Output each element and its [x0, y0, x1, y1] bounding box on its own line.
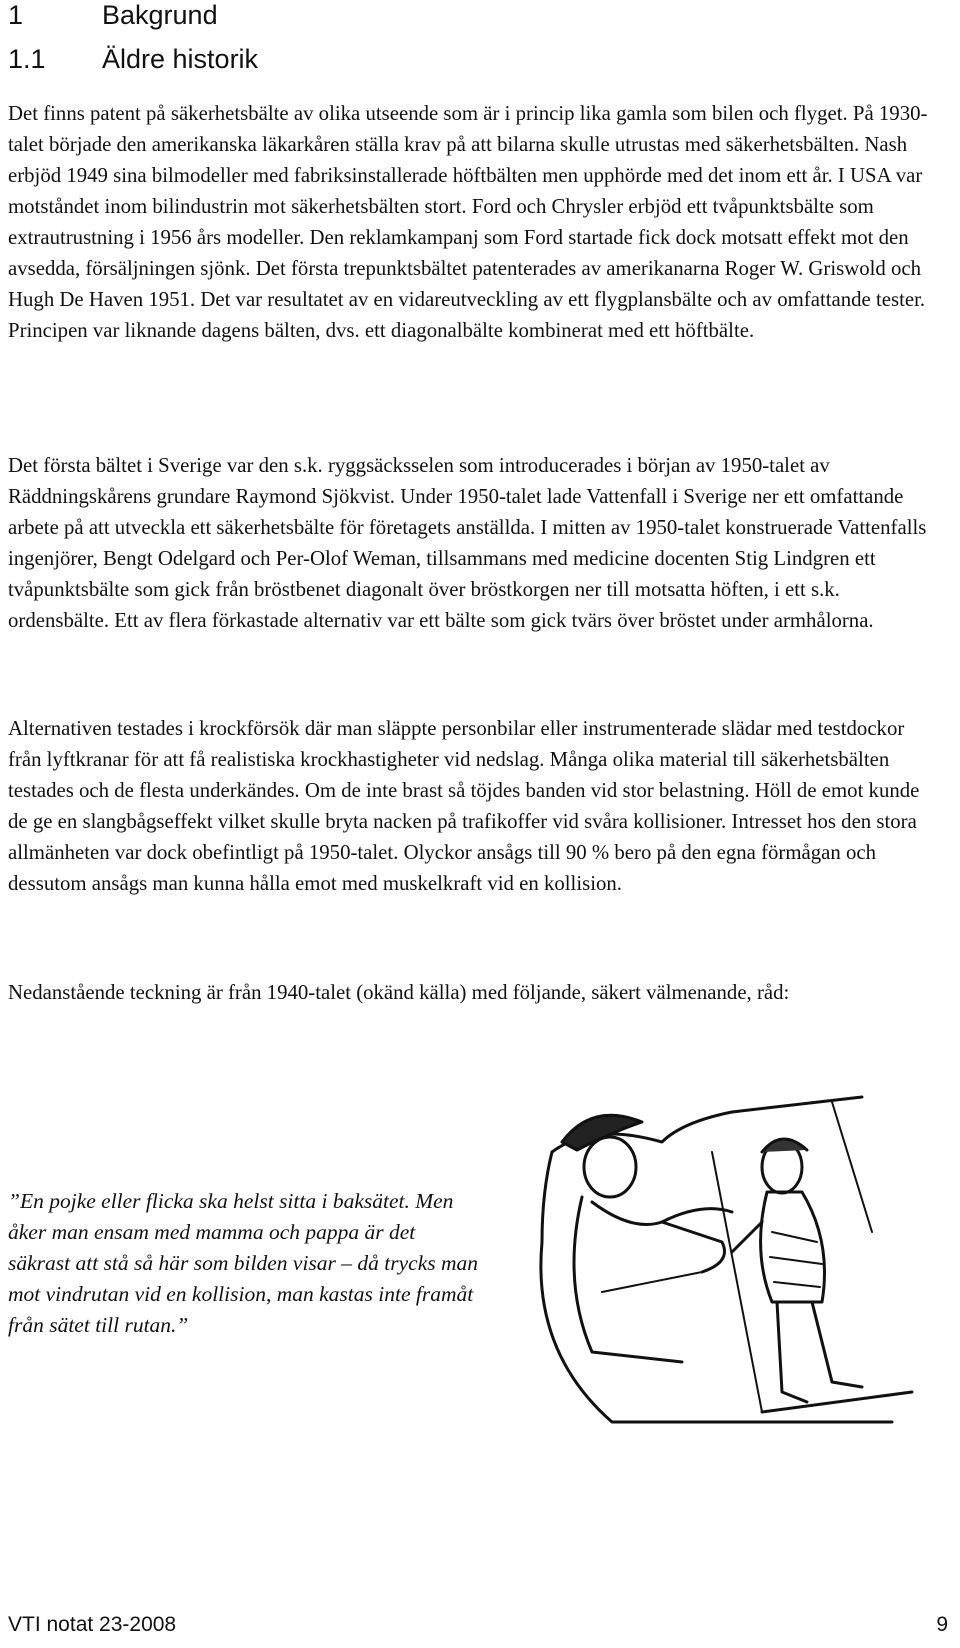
footer-page-number: 9 — [936, 1613, 948, 1636]
footer-publication: VTI notat 23-2008 — [8, 1613, 177, 1636]
paragraph-tests: Alternativen testades i krockförsök där man släppte personbilar eller instrumenterade slädar med testdockor från lyftkranar för att få realistiska krockhastigheter vid nedslag. Många olika material till säkerhetsbälten testades och de flesta underkändes. Om de inte brast så töjdes banden vid stor belastning. Höll de emot kunde de ge en slangbågseffekt vilket skulle bryta nacken på trafikoffer vid svåra kollisioner. Intresset hos den stora allmänheten var dock obefintligt på 1950-talet. Olyckor ansågs till 90 % bero på den egna förmågan och dessutom ansågs man kunna hålla emot med muskelkraft vid en kollision. — [8, 717, 920, 895]
drawing-caption: ”En pojke eller flicka ska helst sitta i baksätet. Men åker man ensam med mamma och pappa är det säkrast att stå så här som bilden visar – då trycks man mot vindrutan vid en kollision, man kastas inte framåt från sätet till rutan.” — [8, 1189, 479, 1337]
section-number: 1.1 — [8, 44, 46, 74]
car-drawing-illustration — [532, 1092, 920, 1432]
paragraph-patents: Det finns patent på säkerhetsbälte av olika utseende som är i princip lika gamla som bilen och flyget. På 1930-talet började den amerikanska läkarkåren ställa krav på att bilarna skulle utrustas med säkerhetsbälten. Nash erbjöd 1949 sina bilmodeller med fabriksinstallerade höftbälten men upphörde med det inom ett år. I USA var motståndet inom bilindustrin mot säkerhetsbälten stort. Ford och Chrysler erbjöd ett tvåpunktsbälte som extrautrustning i 1956 års modeller. Den reklamkampanj som Ford startade fick dock motsatt effekt mot den avsedda, försäljningen sjönk. Det första trepunktsbältet patenterades av amerikanarna Roger W. Griswold och Hugh De Haven 1951. Det var resultatet av en vidareutveckling av ett flygplansbälte och av omfattande tester. Principen var liknande dagens bälten, dvs. ett diagonalbälte kombinerat med ett höftbälte. — [8, 102, 928, 342]
paragraph-drawing-intro: Nedanstående teckning är från 1940-talet (okänd källa) med följande, säkert välmenande, råd: — [8, 981, 790, 1004]
chapter-title: Bakgrund — [102, 0, 218, 30]
paragraph-sweden: Det första bältet i Sverige var den s.k. ryggsäcksselen som introducerades i början av 1950-talet av Räddningskårens grundare Raymond Sjökvist. Under 1950-talet lade Vattenfall i Sverige ner ett omfattande arbete på att utveckla ett säkerhetsbälte för företagets anställda. I mitten av 1950-talet konstruerade Vattenfalls ingenjörer, Bengt Odelgard och Per-Olof Weman, tillsammans med medicine docenten Stig Lindgren ett tvåpunktsbälte som gick från bröstbenet diagonalt över bröstkorgen ner till motsatta höften, i ett s.k. ordensbälte. Ett av flera förkastade alternativ var ett bälte som gick tvärs över bröstet under armhålorna. — [8, 454, 927, 632]
section-heading — [8, 44, 258, 75]
section-title: Äldre historik — [102, 44, 259, 74]
chapter-heading — [8, 0, 218, 31]
chapter-number: 1 — [8, 0, 24, 30]
